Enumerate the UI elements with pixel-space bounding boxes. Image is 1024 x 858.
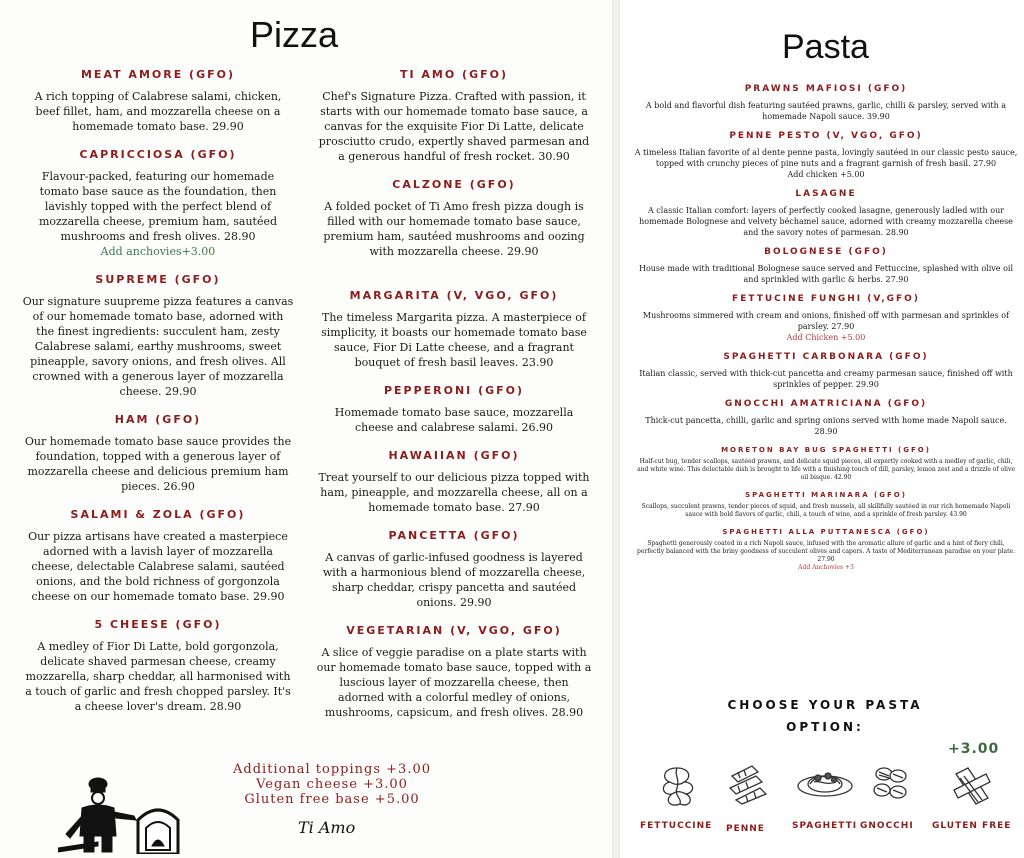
item-description: Treat yourself to our delicious pizza topped with ham, pineapple, and mozzarella cheese, all on a homemade tomato base. 27.90 bbox=[318, 471, 590, 514]
item-description: A timeless Italian favorite of al dente penne pasta, lovingly sautéed in our classic pesto sauce, topped with crunchy pieces of pine nuts and a fragrant garnish of fresh basil. 27.90 bbox=[634, 148, 1018, 168]
item-name: MORETON BAY BUG SPAGHETTI (GFO) bbox=[721, 446, 931, 454]
item-description: House made with traditional Bolognese sauce served and Fettuccine, splashed with olive oil and sprinkled with garlic & herbs. 27.90 bbox=[638, 264, 1014, 284]
item-name: SPAGHETTI MARINARA (GFO) bbox=[745, 491, 907, 499]
item-description: A classic Italian comfort: layers of perfectly cooked lasagne, generously ladled with our homemade Bolognese and velvety béchamel sauce, adorned with creamy mozzarella cheese and the savory notes of parmesan. 28.90 bbox=[639, 206, 1013, 237]
page-gutter bbox=[612, 0, 620, 858]
item-description: Our homemade tomato base sauce provides the foundation, topped with a generous layer of mozzarella cheese and delicious premium ham pieces. 26.90 bbox=[24, 435, 292, 493]
menu-item bbox=[634, 352, 1018, 390]
ti-amo-logo: Ti Amo bbox=[298, 818, 356, 837]
extra-line: Gluten free base +5.00 bbox=[244, 792, 420, 807]
item-name: CALZONE (GFO) bbox=[392, 178, 516, 191]
item-description: A folded pocket of Ti Amo fresh pizza dough is filled with our homemade tomato base sauce, premium ham, sautéed mushrooms and oozing with mozzarella cheese. 29.90 bbox=[323, 200, 585, 258]
menu-item bbox=[22, 148, 294, 259]
menu-item bbox=[634, 491, 1018, 519]
pizza-left-column bbox=[22, 68, 294, 728]
item-name: PEPPERONI (GFO) bbox=[383, 384, 525, 397]
menu-item bbox=[634, 399, 1018, 437]
menu-item bbox=[22, 413, 294, 494]
item-description: Our signature suupreme pizza features a canvas of our homemade tomato base, adorned with the finest ingredients: succulent ham, zesty Calabrese salami, earthy mushrooms, sweet pineapple, savory onions, and fresh olives. All crowned with a generous layer of mozzarella cheese. 29.90 bbox=[22, 295, 294, 398]
menu-item bbox=[316, 449, 592, 515]
item-name: GNOCCHI AMATRICIANA (GFO) bbox=[724, 399, 928, 409]
menu-item bbox=[634, 446, 1018, 482]
item-addon: Add Chicken +5.00 bbox=[786, 333, 866, 342]
item-description: A bold and flavorful dish featuring sautéed prawns, garlic, chilli & parsley, served with a homemade Napoli sauce. 39.90 bbox=[645, 101, 1007, 121]
pizza-extras bbox=[222, 762, 442, 807]
spaghetti-icon bbox=[796, 762, 854, 798]
item-name: SALAMI & ZOLA (GFO) bbox=[70, 508, 246, 521]
menu-item bbox=[634, 84, 1018, 122]
item-name: SPAGHETTI ALLA PUTTANESCA (GFO) bbox=[722, 528, 930, 536]
item-addon: Add Anchovies +3 bbox=[798, 564, 854, 571]
choose-pasta-heading bbox=[720, 694, 930, 738]
item-name: BOLOGNESE (GFO) bbox=[764, 247, 888, 257]
item-name: SPAGHETTI CARBONARA (GFO) bbox=[723, 352, 929, 362]
item-name: MARGARITA (V, VGO, GFO) bbox=[349, 289, 559, 302]
item-name: 5 CHEESE (GFO) bbox=[94, 618, 222, 631]
gluten-free-pasta-icon bbox=[948, 764, 996, 808]
menu-item bbox=[316, 529, 592, 610]
gluten-free-price: +3.00 bbox=[948, 741, 1000, 757]
item-description: Half-cut bug, tender scallops, sautéed prawns, and delicate squid pieces, all expertly cooked with a medley of garlic, chili, and white wine. This delectable dish is brought to life with a finishing touch of dill, parsley, lemon zest and a drizzle of olive oil bisque. 42.90 bbox=[637, 458, 1015, 481]
item-addon: Add chicken +5.00 bbox=[787, 170, 865, 179]
extra-line: Additional toppings +3.00 bbox=[233, 762, 431, 777]
item-description: Chef's Signature Pizza. Crafted with passion, it starts with our homemade tomato base sauce, a canvas for the exquisite Fior Di Latte, delicate prosciutto crudo, expertly shaved parmesan and a generous handful of fresh rocket. 30.90 bbox=[318, 90, 590, 163]
pizza-title: Pizza bbox=[250, 14, 339, 55]
option-gluten-free: GLUTEN FREE bbox=[932, 821, 1012, 831]
menu-item bbox=[316, 384, 592, 435]
item-description: A slice of veggie paradise on a plate starts with our homemade tomato base sauce, topped with a luscious layer of mozzarella cheese, then adorned with a colorful medley of onions, mushrooms, capsicum, and fresh olives. 28.90 bbox=[316, 646, 592, 719]
item-name: LASAGNE bbox=[795, 189, 857, 199]
menu-item bbox=[22, 618, 294, 714]
item-description: Our pizza artisans have created a masterpiece adorned with a lavish layer of mozzarella cheese, delectable Calabrese salami, sautéed onions, and the bold richness of gorgonzola cheese on our homemade tomato base. 29.90 bbox=[28, 530, 288, 603]
item-description: Mushrooms simmered with cream and onions, finished off with parmesan and sprinkles of parsley. 27.90 bbox=[642, 311, 1010, 331]
item-addon: Add anchovies+3.00 bbox=[100, 245, 216, 258]
fettuccine-icon bbox=[656, 762, 698, 810]
menu-item bbox=[316, 289, 592, 370]
pizza-right-column bbox=[316, 68, 592, 734]
extra-line: Vegan cheese +3.00 bbox=[256, 777, 408, 792]
item-description: A rich topping of Calabrese salami, chicken, beef fillet, ham, and mozzarella cheese on a homemade tomato base. 29.90 bbox=[34, 90, 282, 133]
menu-item bbox=[634, 189, 1018, 238]
item-description: Scallops, succulent prawns, tender pieces of squid, and fresh mussels, all skillfully sautéed in our rich homemade Napoli sauce with bold flavors of garlic, chili, a touch of wine, and a sprinkle of fresh parsley. 43.90 bbox=[641, 503, 1011, 518]
menu-item bbox=[316, 178, 592, 259]
item-name: HAM (GFO) bbox=[114, 413, 202, 426]
item-name: PRAWNS MAFIOSI (GFO) bbox=[744, 84, 908, 94]
item-description: Flavour-packed, featuring our homemade tomato base sauce as the foundation, then lavishly topped with the perfect blend of mozzarella cheese, premium ham, sautéed mushrooms and fresh olives. 28.90 bbox=[38, 170, 278, 243]
item-description: A canvas of garlic-infused goodness is layered with a harmonious blend of mozzarella cheese, sharp cheddar, crispy pancetta and sautéed onions. 29.90 bbox=[322, 551, 586, 609]
chef-oven-illustration bbox=[58, 776, 180, 854]
penne-icon bbox=[726, 762, 770, 806]
menu-item bbox=[634, 528, 1018, 572]
pasta-column bbox=[634, 84, 1018, 581]
menu-item bbox=[22, 68, 294, 134]
item-description: A medley of Fior Di Latte, bold gorgonzola, delicate shaved parmesan cheese, creamy mozzarella, sharp cheddar, all harmonised with a touch of garlic and fresh chopped parsley. It's a cheese lover's dream. 28.90 bbox=[25, 640, 291, 713]
menu-item bbox=[634, 131, 1018, 180]
option-penne: PENNE bbox=[726, 824, 765, 834]
choose-line-1: CHOOSE YOUR PASTA bbox=[727, 698, 923, 712]
item-description: The timeless Margarita pizza. A masterpiece of simplicity, it boasts our homemade tomato base sauce, Fior Di Latte cheese, and a fragrant bouquet of fresh basil leaves. 23.90 bbox=[321, 311, 587, 369]
pasta-title: Pasta bbox=[782, 28, 869, 66]
menu-item bbox=[634, 247, 1018, 285]
option-spaghetti: SPAGHETTI bbox=[792, 821, 858, 831]
item-description: Italian classic, served with thick-cut pancetta and creamy parmesan sauce, finished off with sprinkles of pepper. 29.90 bbox=[639, 369, 1013, 389]
item-name: TI AMO (GFO) bbox=[399, 68, 508, 81]
item-name: CAPRICCIOSA (GFO) bbox=[79, 148, 237, 161]
item-description: Thick-cut pancetta, chilli, garlic and spring onions served with home made Napoli sauce. 28.90 bbox=[645, 416, 1007, 436]
menu-item bbox=[316, 68, 592, 164]
option-gnocchi: GNOCCHI bbox=[860, 821, 914, 831]
item-name: PENNE PESTO (V, VGO, GFO) bbox=[729, 131, 923, 141]
item-name: VEGETARIAN (V, VGO, GFO) bbox=[346, 624, 562, 637]
menu-item bbox=[22, 508, 294, 604]
item-description: Spaghetti generously coated in a rich Napoli sauce, infused with the aromatic allure of garlic and a hint of fiery chili, perfectly balanced with the briny goodness of succulent olives and capers. A taste of Mediterranean paradise on your plate. 27.90 bbox=[637, 540, 1015, 563]
item-description: Homemade tomato base sauce, mozzarella cheese and calabrese salami. 26.90 bbox=[334, 406, 574, 434]
menu-item bbox=[634, 294, 1018, 343]
item-name: MEAT AMORE (GFO) bbox=[80, 68, 236, 81]
option-fettuccine: FETTUCCINE bbox=[640, 821, 713, 831]
item-name: HAWAIIAN (GFO) bbox=[388, 449, 520, 462]
gnocchi-icon bbox=[872, 764, 910, 804]
item-name: SUPREME (GFO) bbox=[95, 273, 221, 286]
item-name: FETTUCINE FUNGHI (V,GFO) bbox=[732, 294, 920, 304]
menu-item bbox=[316, 624, 592, 720]
menu-item bbox=[22, 273, 294, 399]
item-name: PANCETTA (GFO) bbox=[388, 529, 520, 542]
choose-line-2: OPTION: bbox=[786, 720, 864, 734]
